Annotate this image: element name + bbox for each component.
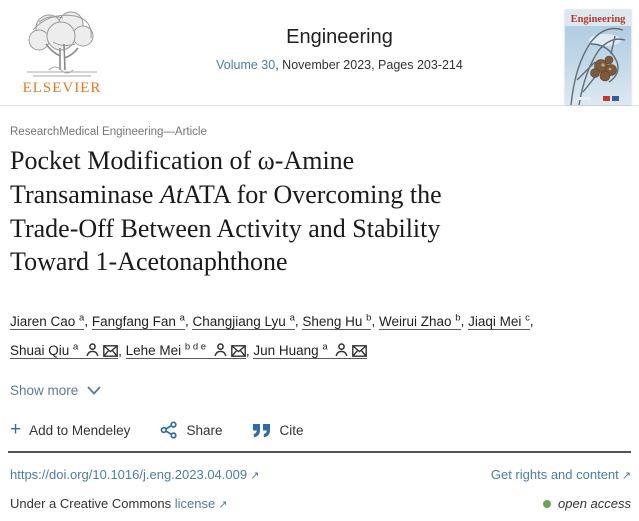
author-link[interactable]: Fangfang Fan $^a$ [91, 312, 185, 329]
author-affiliation-sup: b [455, 312, 461, 324]
title-part1: Pocket Modification of ω-Amine Transaminase [10, 146, 355, 209]
title-part2: ATA for Overcoming the Trade-Off Between Activity and Stability Toward 1-Acetonaphthone [10, 179, 442, 277]
elsevier-wordmark: ELSEVIER [22, 80, 102, 96]
person-icon [335, 343, 348, 357]
author-separator: , [118, 343, 126, 359]
show-more-button[interactable] [10, 383, 101, 398]
issue-line [114, 58, 565, 72]
chevron-down-icon [87, 386, 101, 395]
author-affiliation-sup: a [322, 341, 328, 353]
author-link[interactable]: Sheng Hu $^b$ [302, 312, 372, 329]
author-link[interactable]: Jiaren Cao $^a$ [10, 312, 85, 329]
license-link[interactable] [175, 496, 228, 511]
license-statement [10, 496, 227, 511]
author-link[interactable]: Shuai Qiu $^a$ [10, 343, 118, 359]
get-rights-text: Get rights and content [490, 467, 619, 483]
article-title [10, 144, 496, 279]
cover-journal-title: Engineering [570, 14, 626, 25]
plus-icon: + [10, 419, 22, 441]
doi-link[interactable] [10, 467, 259, 482]
external-link-icon: ↗ [621, 470, 631, 483]
license-row [10, 496, 631, 511]
elsevier-logo[interactable] [10, 8, 114, 97]
author-separator: , [84, 313, 92, 329]
author-affiliation-sup: b d e [184, 341, 207, 353]
envelope-icon [103, 345, 118, 357]
author-affiliation-sup: a [179, 312, 185, 324]
author-link[interactable]: Lehe Mei $^{b d e}$ [126, 343, 246, 359]
journal-cover-image[interactable] [565, 10, 631, 105]
cite-button[interactable] [252, 423, 303, 438]
article-category: ResearchMedical Engineering—Article [10, 126, 207, 138]
person-icon [214, 343, 227, 357]
get-rights-link[interactable] [491, 467, 631, 482]
external-link-icon: ↗ [218, 499, 228, 512]
journal-header [0, 0, 639, 106]
author-link[interactable]: Changjiang Lyu $^a$ [192, 312, 295, 329]
author-link[interactable]: Jiaqi Mei $^c$ [468, 312, 530, 329]
person-icon [86, 343, 99, 357]
author-line-1 [10, 305, 629, 335]
author-list [10, 305, 629, 364]
author-separator: , [294, 313, 303, 329]
author-affiliation-sup: a [289, 312, 295, 324]
title-italic-at: At [159, 179, 184, 209]
cite-label: Cite [279, 422, 304, 438]
section-divider [8, 451, 631, 453]
doi-row [10, 467, 631, 482]
share-icon [160, 421, 178, 439]
show-more-label: Show more [10, 383, 79, 399]
elsevier-tree-icon [19, 8, 105, 80]
author-affiliation-sup: a [79, 312, 85, 324]
envelope-icon [352, 345, 367, 357]
author-link[interactable]: Weirui Zhao $^b$ [378, 312, 461, 329]
author-separator: , [529, 313, 534, 329]
doi-text: https://doi.org/10.1016/j.eng.2023.04.009 [10, 467, 248, 483]
article-toolbar [10, 421, 639, 439]
external-link-icon: ↗ [250, 470, 260, 483]
add-to-mendeley-label: Add to Mendeley [29, 422, 131, 438]
issue-info: , November 2023, Pages 203-214 [275, 58, 463, 72]
author-separator: , [245, 343, 254, 359]
author-affiliation-sup: b [366, 312, 372, 324]
cite-quote-icon [252, 423, 271, 438]
author-line-2 [10, 335, 629, 365]
author-separator: , [460, 313, 469, 329]
author-separator: , [371, 313, 379, 329]
share-button[interactable] [160, 421, 222, 439]
journal-title[interactable]: Engineering [286, 26, 393, 48]
author-affiliation-sup: a [73, 341, 79, 353]
volume-link[interactable]: Volume 30 [216, 58, 276, 72]
open-access-label: open access [558, 496, 631, 512]
license-link-text: license [174, 496, 216, 512]
add-to-mendeley-button[interactable] [10, 419, 131, 441]
open-access-badge [543, 496, 631, 511]
author-separator: , [184, 313, 193, 329]
license-prefix: Under a Creative Commons [10, 496, 175, 512]
author-affiliation-sup: c [525, 312, 530, 324]
envelope-icon [231, 345, 246, 357]
author-link[interactable]: Jun Huang $^a$ [253, 343, 367, 359]
open-access-dot-icon [543, 500, 551, 508]
share-label: Share [186, 422, 223, 438]
